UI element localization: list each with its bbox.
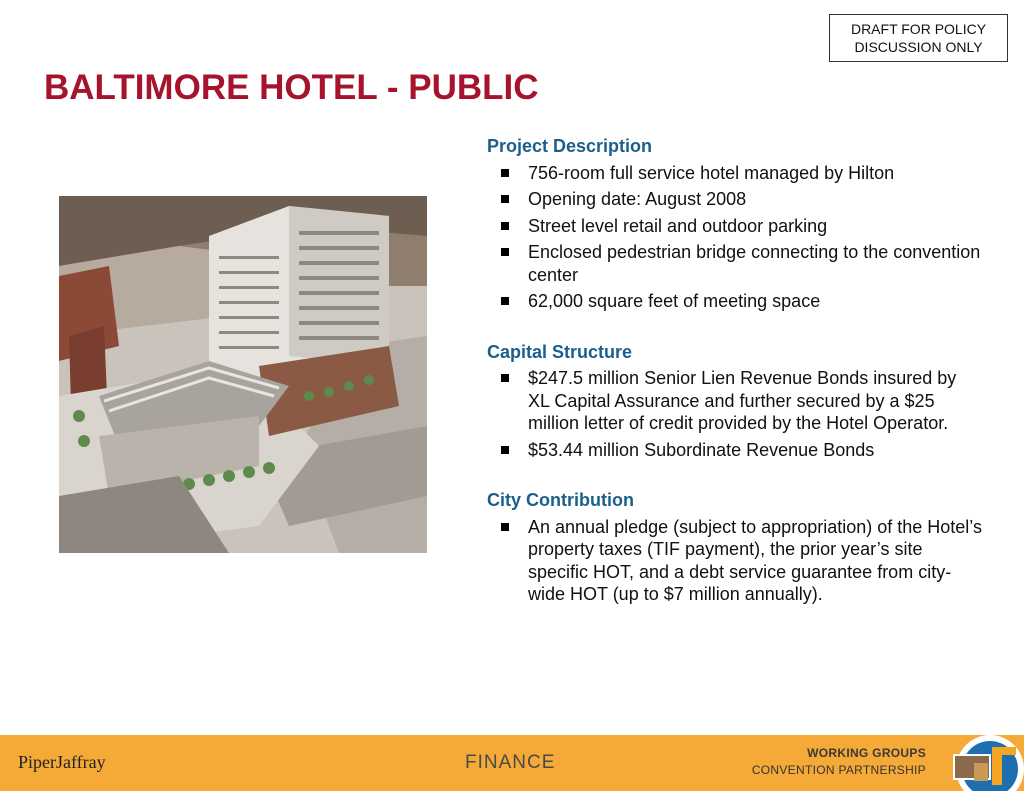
bullet-square-icon [501, 523, 509, 531]
section-city-contribution [487, 489, 982, 606]
section-heading: Capital Structure [487, 341, 633, 362]
bullet-text: $247.5 million Senior Lien Revenue Bonds insured by XL Capital Assurance and further secured by a $25 million letter of credit provided by the Hotel Operator. [528, 368, 957, 433]
bullet-square-icon [501, 446, 509, 454]
bullet-list [487, 367, 982, 461]
bullet-text: Enclosed pedestrian bridge connecting to the convention center [528, 242, 981, 285]
list-item [487, 439, 982, 462]
list-item [487, 215, 982, 238]
draft-line-1: DRAFT FOR POLICY [850, 21, 987, 37]
list-item [487, 188, 982, 211]
list-item [487, 241, 982, 286]
working-groups-label [700, 745, 926, 779]
list-item [487, 290, 982, 313]
piper-jaffray-logo: PiperJaffray [18, 752, 106, 772]
bullet-list [487, 162, 982, 313]
bullet-text: An annual pledge (subject to appropriation) of the Hotel’s property taxes (TIF payment), the prior year’s site specific HOT, and a debt service guarantee from city-wide HOT (up to $7 million annually). [528, 516, 982, 604]
bullet-square-icon [501, 222, 509, 230]
section-heading: Project Description [487, 136, 653, 156]
content-column [487, 135, 982, 634]
page-title: BALTIMORE HOTEL - PUBLIC [44, 68, 539, 107]
hotel-rendering-image [59, 196, 427, 553]
bullet-text: $53.44 million Subordinate Revenue Bonds [528, 439, 875, 460]
bullet-text: Opening date: August 2008 [528, 189, 747, 209]
bullet-list [487, 516, 982, 606]
bullet-square-icon [501, 297, 509, 305]
partnership-logo-icon [944, 733, 1024, 791]
bullet-text: Street level retail and outdoor parking [528, 215, 828, 236]
bullet-square-icon [501, 195, 509, 203]
bullet-text: 62,000 square feet of meeting space [528, 291, 821, 311]
section-project-description [487, 135, 982, 313]
bullet-text: 756-room full service hotel managed by Hilton [528, 162, 895, 183]
bullet-square-icon [501, 248, 509, 256]
footer-section-label: FINANCE [465, 752, 556, 773]
working-groups-line-1: WORKING GROUPS [807, 746, 926, 760]
bullet-square-icon [501, 374, 509, 382]
section-capital-structure [487, 341, 982, 462]
draft-line-2: DISCUSSION ONLY [854, 39, 983, 55]
section-heading: City Contribution [487, 490, 634, 510]
working-groups-line-2: CONVENTION PARTNERSHIP [751, 763, 926, 777]
list-item [487, 516, 982, 606]
draft-notice [829, 14, 1008, 62]
list-item [487, 162, 982, 185]
bullet-square-icon [501, 169, 509, 177]
list-item [487, 367, 982, 435]
footer-bar [0, 735, 1024, 791]
